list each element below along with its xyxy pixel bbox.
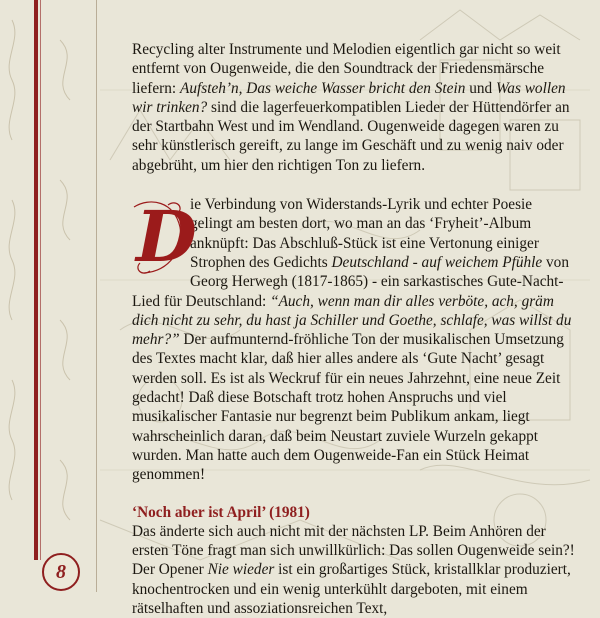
dropcap-letter: D — [136, 195, 197, 279]
para1-text-3: sind die lagerfeuerkompatiblen Lieder der Hüttendörfer an der Startbahn West und im Wendland. Ougenweide dagegen waren zu sehr künstlerisch gereift, zu lange im Geschäft und zu wenig naiv oder abgebrüht, um hier den richtigen Ton zu liefern. — [132, 98, 570, 174]
paragraph-3 — [132, 522, 576, 618]
para2-text-3: Der aufmunternd-fröhliche Ton der musikalischen Umsetzung des Textes macht klar, daß hier alles andere als ‘Gute Nacht’ gesagt werden soll. Es ist als Weckruf für ein neues Jahrzehnt, eine neue Zeit gedacht! Daß diese Botschaft trotz hohen Anspruchs und viel musikalischer Fantasie nur begrenzt beim Publikum ankam, liegt wahrscheinlich daran, daß beim Neustart zuviele Wurzeln gekappt wurden. Man hatte auch dem Ougenweide-Fan ein Stück Heimat genommen! — [132, 331, 564, 484]
para2-italic-quote: “Auch, wenn man dir alles verböte, ach, gräm dich nicht zu sehr, du hast ja Schiller und Goethe, schlafe, was willst du mehr?” — [132, 292, 572, 349]
paragraph-2 — [132, 195, 576, 484]
article-text — [132, 40, 576, 618]
left-red-rule — [34, 0, 38, 560]
page-number: 8 — [42, 553, 80, 591]
dropcap-ornament — [130, 195, 197, 279]
section-heading: ‘Noch aber ist April’ (1981) — [132, 503, 310, 521]
left-red-rule-thin — [40, 0, 41, 560]
para3-text-1: Das änderte sich auch nicht mit der nächsten LP. Beim Anhören der ersten Töne fragt man sich unwillkürlich: Das sollen Ougenweide sein?! Der Opener — [132, 522, 575, 579]
floral-ornament-icon — [0, 0, 96, 560]
para3-text-2: ist ein großartiges Stück, kristallklar produziert, knochentrocken und ein wenig unterkühlt dargeboten, mit einem rätselhaften und assoziationsreichen Text, — [132, 561, 571, 618]
para1-italic-1: Aufsteh’n, Das weiche Wasser bricht den Stein — [180, 79, 466, 97]
para1-text-1: Recycling alter Instrumente und Melodien eigentlich gar nicht so weit entfernt von Ougenweide, die den Soundtrack der Friedensmärsche liefern: — [132, 41, 561, 97]
para2-italic-1: Deutschland - auf weichem Pfühle — [331, 253, 543, 271]
para2-text-2: von Georg Herwegh (1817-1865) - ein sarkastisches Gute-Nacht-Lied für Deutschland: — [132, 253, 569, 310]
paragraph-1 — [132, 40, 576, 175]
para1-text-2: und — [465, 79, 496, 97]
para3-italic-1: Nie wieder — [207, 561, 275, 579]
left-border-panel — [0, 0, 97, 592]
para2-text-1: ie Verbindung von Widerstands-Lyrik und echter Poesie gelingt am besten dort, wo man an das ‘Fryheit’-Album anknüpft: Das Abschluß-Stück ist eine Vertonung einiger Strophen des Gedichts — [190, 196, 539, 271]
para1-italic-2: Was wollen wir trinken? — [132, 79, 566, 116]
